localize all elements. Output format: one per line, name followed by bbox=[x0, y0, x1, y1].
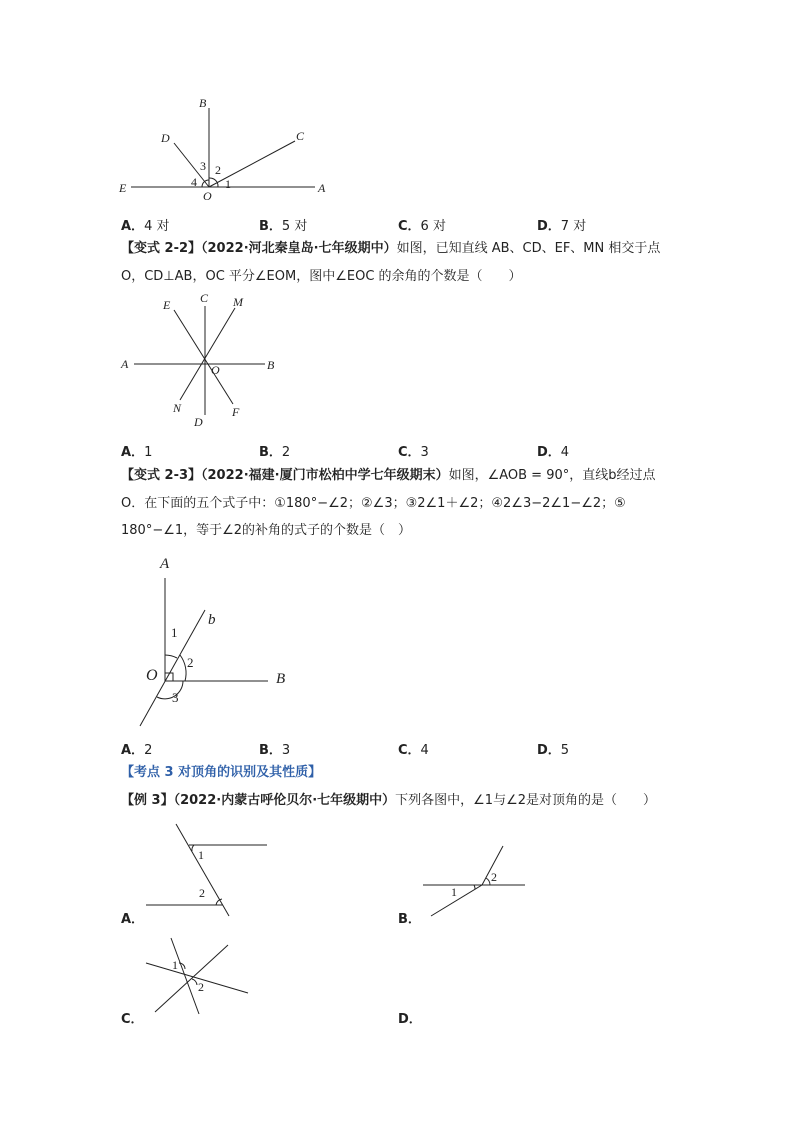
option-d[interactable]: D．7 对 bbox=[537, 219, 587, 234]
option-c[interactable]: C．3 bbox=[398, 445, 429, 460]
option-d[interactable]: D． bbox=[398, 1012, 422, 1027]
label-B: B bbox=[199, 96, 207, 110]
label-A: A bbox=[318, 181, 326, 195]
label-N: N bbox=[173, 401, 182, 415]
label-A: A bbox=[160, 556, 170, 572]
label-O: O bbox=[203, 189, 212, 203]
label-D: D bbox=[194, 415, 203, 429]
figure-option-b bbox=[423, 846, 525, 916]
question-tag: 【变式 2-3】 bbox=[121, 468, 202, 483]
option-c[interactable]: C．4 bbox=[398, 743, 429, 758]
label-1: 1 bbox=[172, 958, 178, 972]
label-F: F bbox=[232, 405, 240, 419]
label-b: b bbox=[208, 612, 216, 628]
label-3: 3 bbox=[200, 159, 206, 173]
label-1: 1 bbox=[198, 848, 204, 862]
label-4: 4 bbox=[191, 175, 197, 189]
option-c[interactable]: C． bbox=[121, 1012, 144, 1027]
question-2-3-line3: 180°−∠1，等于∠2的补角的式子的个数是（ ） bbox=[121, 523, 412, 538]
question-source: （2022·福建·厦门市松柏中学七年级期末） bbox=[201, 468, 449, 483]
question-2-2-line2: O，CD⊥AB，OC 平分∠EOM，图中∠EOC 的余角的个数是（ ） bbox=[121, 269, 522, 284]
option-c[interactable]: C．6 对 bbox=[398, 219, 446, 234]
question-2-2-line1: 【变式 2-2】（2022·河北秦皇岛·七年级期中）如图，已知直线 AB、CD、EF、MN 相交于点 bbox=[121, 241, 661, 256]
section-heading: 【考点 3 对顶角的识别及其性质】 bbox=[121, 765, 322, 780]
label-D: D bbox=[161, 131, 170, 145]
label-E: E bbox=[119, 181, 127, 195]
question-source: （2022·内蒙古呼伦贝尔·七年级期中） bbox=[173, 793, 396, 808]
label-1: 1 bbox=[171, 625, 178, 640]
example-3-line: 【例 3】（2022·内蒙古呼伦贝尔·七年级期中）下列各图中，∠1与∠2是对顶角的是（ ） bbox=[121, 793, 656, 808]
label-M: M bbox=[233, 295, 243, 309]
label-2: 2 bbox=[215, 163, 221, 177]
question-source: （2022·河北秦皇岛·七年级期中） bbox=[201, 241, 397, 256]
option-a[interactable]: A．4 对 bbox=[121, 219, 170, 234]
label-B: B bbox=[276, 671, 286, 687]
figure-option-c bbox=[146, 938, 248, 1014]
option-d[interactable]: D．5 bbox=[537, 743, 570, 758]
label-2: 2 bbox=[491, 870, 497, 884]
label-C: C bbox=[200, 291, 209, 305]
option-b[interactable]: B． bbox=[398, 912, 421, 927]
label-2: 2 bbox=[199, 886, 205, 900]
option-a[interactable]: A．2 bbox=[121, 743, 153, 758]
label-C: C bbox=[296, 129, 305, 143]
figure-option-a bbox=[146, 824, 267, 916]
question-tag: 【变式 2-2】 bbox=[121, 241, 202, 256]
label-O: O bbox=[146, 667, 158, 684]
question-2-3-line2: O．在下面的五个式子中：①180°−∠2；②∠3；③2∠1＋∠2；④2∠3−2∠1−∠2；⑤ bbox=[121, 496, 626, 511]
label-A: A bbox=[121, 357, 129, 371]
label-O: O bbox=[211, 363, 220, 377]
option-b[interactable]: B．2 bbox=[259, 445, 291, 460]
label-1: 1 bbox=[225, 177, 231, 191]
label-2: 2 bbox=[187, 655, 194, 670]
label-1: 1 bbox=[451, 885, 457, 899]
option-a[interactable]: A． bbox=[121, 912, 145, 927]
question-tag: 【例 3】 bbox=[121, 793, 174, 808]
label-E: E bbox=[163, 298, 171, 312]
label-3: 3 bbox=[172, 690, 179, 705]
label-2: 2 bbox=[198, 980, 204, 994]
option-d[interactable]: D．4 bbox=[537, 445, 570, 460]
label-B: B bbox=[267, 358, 275, 372]
question-2-3-line1: 【变式 2-3】（2022·福建·厦门市松柏中学七年级期末）如图，∠AOB = 90°，直线b经过点 bbox=[121, 468, 656, 483]
option-b[interactable]: B．3 bbox=[259, 743, 291, 758]
option-b[interactable]: B．5 对 bbox=[259, 219, 308, 234]
option-a[interactable]: A．1 bbox=[121, 445, 153, 460]
